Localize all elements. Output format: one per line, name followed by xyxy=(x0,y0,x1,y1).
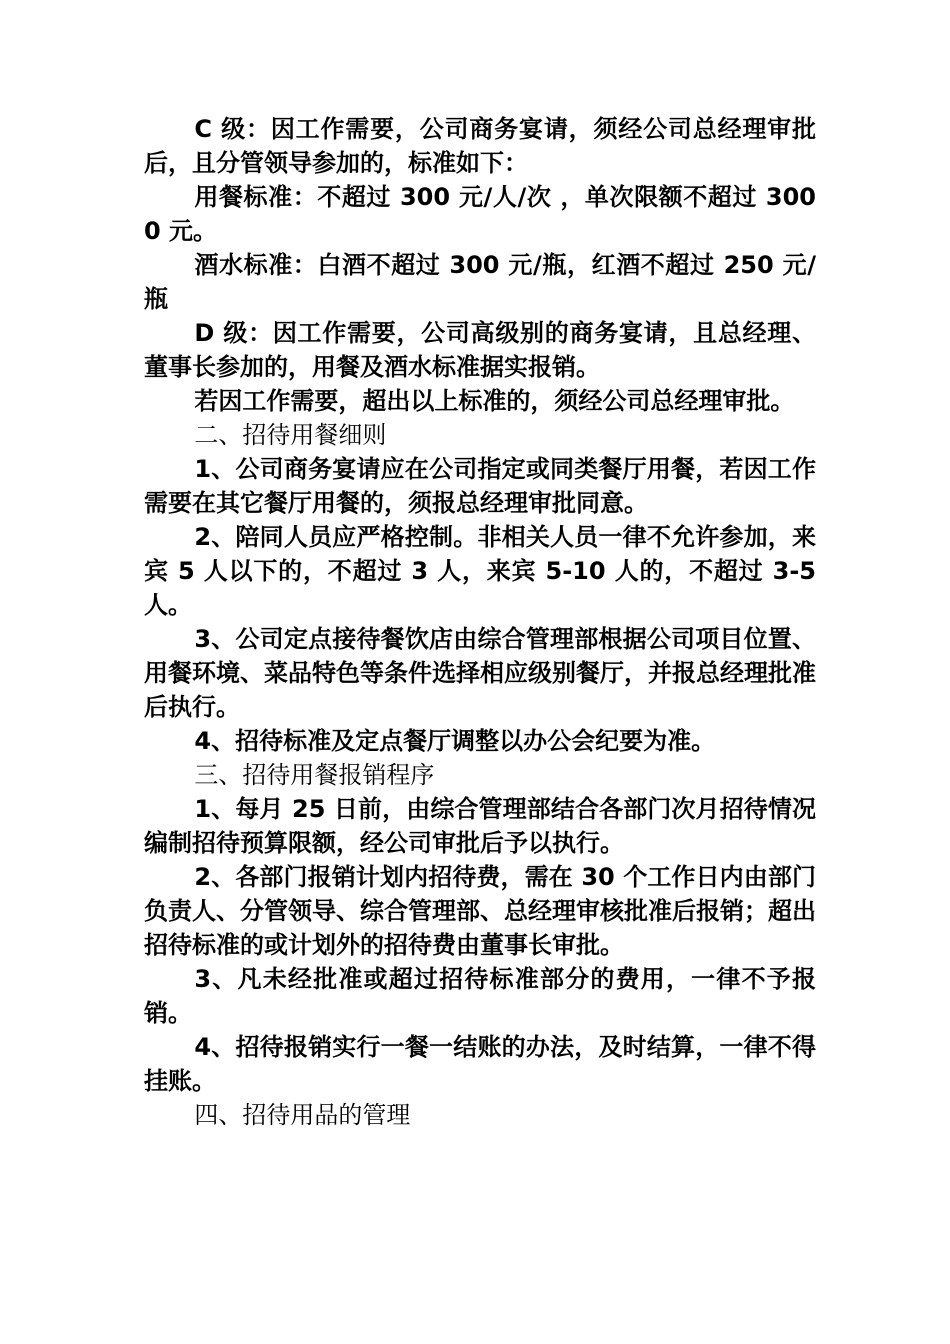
paragraph-rule-3-3: 3、凡未经批准或超过招待标准部分的费用，一律不予报销。 xyxy=(144,965,816,1027)
section-heading-3: 三、招待用餐报销程序 xyxy=(194,761,435,789)
paragraph-rule-2-4: 4、招待标准及定点餐厅调整以办公会纪要为准。 xyxy=(194,727,716,755)
paragraph-rule-3-2: 2、各部门报销计划内招待费，需在 30 个工作日内由部门负责人、分管领导、综合管理部、总经理审核批准后报销；超出招待标准的或计划外的招待费由董事长审批。 xyxy=(144,863,816,959)
paragraph-rule-2-2: 2、陪同人员应严格控制。非相关人员一律不允许参加，来宾 5 人以下的，不超过 3 人，来宾 5-10 人的，不超过 3-5 人。 xyxy=(144,523,816,619)
paragraph-rule-2-3: 3、公司定点接待餐饮店由综合管理部根据公司项目位置、用餐环境、菜品特色等条件选择相应级别餐厅，并报总经理批准后执行。 xyxy=(144,625,816,721)
paragraph-rule-2-1: 1、公司商务宴请应在公司指定或同类餐厅用餐，若因工作需要在其它餐厅用餐的，须报总经理审批同意。 xyxy=(144,455,816,517)
section-heading-2: 二、招待用餐细则 xyxy=(194,421,387,449)
paragraph-meal-standard: 用餐标准：不超过 300 元/人/次 ，单次限额不超过 3000 元。 xyxy=(144,183,816,245)
section-heading-4: 四、招待用品的管理 xyxy=(194,1101,411,1129)
paragraph-rule-3-1: 1、每月 25 日前，由综合管理部结合各部门次月招待情况编制招待预算限额，经公司审批后予以执行。 xyxy=(144,795,816,857)
paragraph-level-d: D 级：因工作需要，公司高级别的商务宴请，且总经理、董事长参加的，用餐及酒水标准据实报销。 xyxy=(144,319,816,381)
document-page xyxy=(144,112,816,1132)
paragraph-level-c: C 级：因工作需要，公司商务宴请，须经公司总经理审批后，且分管领导参加的，标准如下： xyxy=(144,115,816,177)
paragraph-exceed-standard: 若因工作需要，超出以上标准的，须经公司总经理审批。 xyxy=(194,387,795,415)
paragraph-drink-standard: 酒水标准：白酒不超过 300 元/瓶，红酒不超过 250 元/瓶 xyxy=(144,251,816,313)
paragraph-rule-3-4: 4、招待报销实行一餐一结账的办法，及时结算，一律不得挂账。 xyxy=(144,1033,816,1095)
